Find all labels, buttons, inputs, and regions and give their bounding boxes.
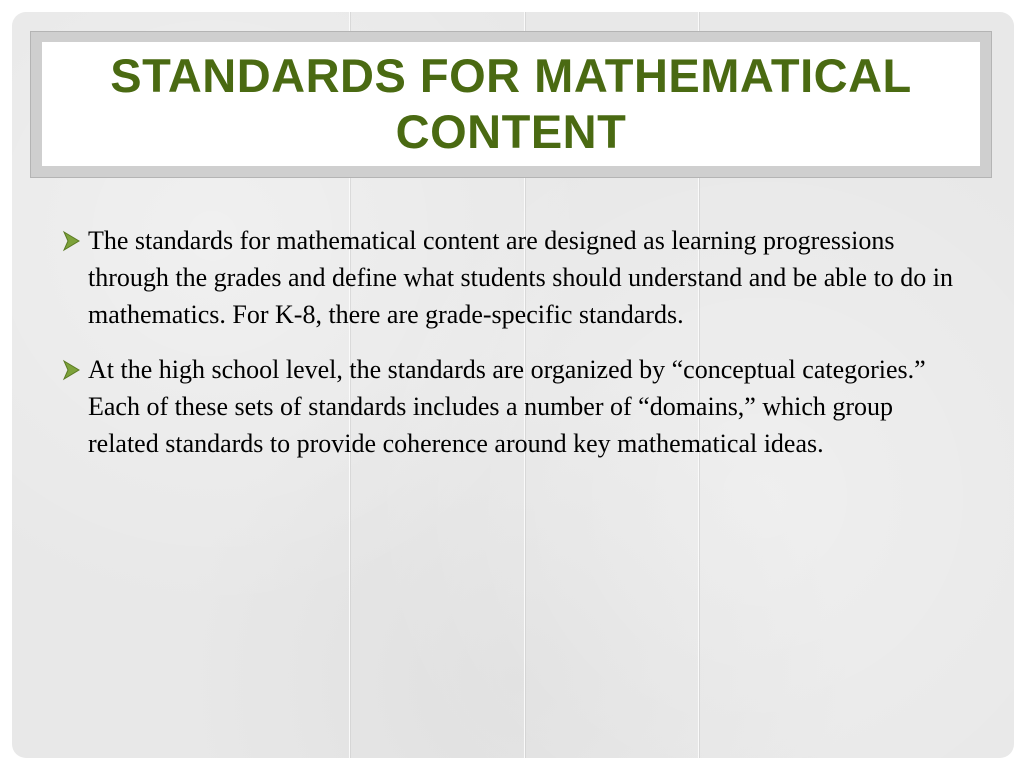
- slide-title: STANDARDS FOR MATHEMATICAL CONTENT: [110, 49, 912, 158]
- arrow-right-icon: [62, 222, 88, 260]
- slide: [12, 12, 1014, 758]
- bullet-item: [62, 351, 962, 462]
- bullet-text: The standards for mathematical content are designed as learning progressions through the grades and define what students should understand and be able to do in mathematics. For K-8, there are grade-specific standards.: [88, 226, 954, 329]
- title-box: [42, 42, 980, 166]
- bullet-list: [62, 222, 962, 480]
- bullet-item: [62, 222, 962, 333]
- arrow-right-icon: [62, 351, 88, 389]
- bullet-text: At the high school level, the standards are organized by “conceptual categories.” Each of these sets of standards includes a number of “domains,” which group related standards to provide coherence around key mathematical ideas.: [88, 355, 926, 458]
